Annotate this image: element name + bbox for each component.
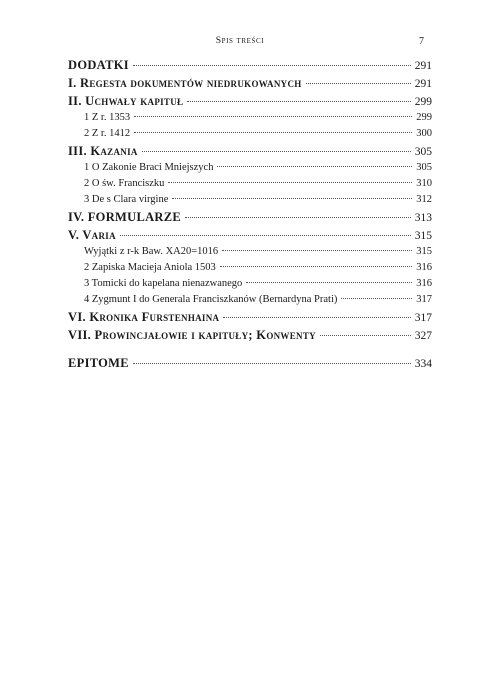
toc-entry (68, 178, 432, 194)
dot-leader (168, 182, 412, 183)
dot-leader (185, 217, 411, 218)
toc-entry (68, 228, 432, 246)
toc-entry-title: 2 O św. Franciszku (84, 178, 165, 189)
dot-leader (341, 298, 412, 299)
dot-leader (246, 282, 412, 283)
toc-entry-title: 4 Zygmunt I do Generala Franciszkanów (Bernardyna Prati) (84, 294, 338, 305)
toc-entry-title: V. Varia (68, 228, 116, 242)
running-title: Spis treści (215, 36, 265, 46)
toc-page-number: 327 (414, 330, 432, 342)
toc-page-number: 317 (416, 294, 432, 305)
toc-entry-title: III. Kazania (68, 144, 138, 158)
toc-page-number: 310 (416, 178, 432, 189)
toc-page-number: 313 (414, 212, 432, 224)
toc-page-number: 299 (414, 96, 432, 108)
toc-entry (68, 210, 432, 228)
toc-entry-title: II. Uchwały kapituł (68, 94, 184, 108)
toc-entry-title: 1 O Zakonie Braci Mniejszych (84, 162, 214, 173)
table-of-contents (68, 58, 432, 374)
toc-entry (68, 194, 432, 210)
toc-page-number: 315 (416, 246, 432, 257)
dot-leader (217, 166, 412, 167)
toc-entry-title: 1 Z r. 1353 (84, 112, 131, 123)
toc-entry (68, 162, 432, 178)
toc-entry-title: DODATKI (68, 58, 129, 72)
toc-page-number: 317 (414, 312, 432, 324)
toc-entry (68, 356, 432, 374)
toc-entry (68, 112, 432, 128)
toc-page-number: 300 (416, 128, 432, 139)
dot-leader (306, 83, 411, 84)
toc-page-number: 299 (416, 112, 432, 123)
toc-entry-title: 3 De s Clara virgine (84, 194, 169, 205)
toc-entry-title: 3 Tomicki do kapelana nienazwanego (84, 278, 243, 289)
dot-leader (142, 151, 411, 152)
page-header (0, 36, 480, 50)
toc-entry (68, 246, 432, 262)
dot-leader (223, 317, 410, 318)
toc-entry (68, 278, 432, 294)
toc-page-number: 305 (414, 146, 432, 158)
toc-page-number: 305 (416, 162, 432, 173)
toc-page-number: 291 (414, 60, 432, 72)
toc-page-number: 291 (414, 78, 432, 90)
toc-entry-title: 2 Zapiska Macieja Aniola 1503 (84, 262, 216, 273)
toc-page-number: 316 (416, 278, 432, 289)
dot-leader (133, 65, 411, 66)
toc-entry (68, 128, 432, 144)
toc-entry (68, 144, 432, 162)
toc-entry (68, 310, 432, 328)
toc-entry-title: IV. FORMULARZE (68, 210, 182, 224)
toc-page-number: 334 (414, 358, 432, 370)
toc-entry-title: Wyjątki z r-k Baw. XA20=1016 (84, 246, 219, 257)
dot-leader (120, 235, 411, 236)
dot-leader (172, 198, 412, 199)
page-number: 7 (419, 36, 424, 47)
toc-page-number: 312 (416, 194, 432, 205)
dot-leader (134, 116, 412, 117)
toc-entry (68, 328, 432, 346)
toc-entry-title: I. Regesta dokumentów niedrukowanych (68, 76, 302, 90)
toc-entry-title: 2 Z r. 1412 (84, 128, 131, 139)
toc-entry-title: EPITOME (68, 356, 129, 370)
toc-page-number: 316 (416, 262, 432, 273)
dot-leader (220, 266, 412, 267)
toc-entry (68, 94, 432, 112)
toc-entry (68, 76, 432, 94)
toc-page-number: 315 (414, 230, 432, 242)
toc-entry (68, 58, 432, 76)
dot-leader (222, 250, 412, 251)
dot-leader (134, 132, 412, 133)
toc-entry (68, 294, 432, 310)
dot-leader (133, 363, 411, 364)
toc-entry (68, 262, 432, 278)
dot-leader (187, 101, 410, 102)
toc-entry-title: VII. Prowincjałowie i kapituły; Konwenty (68, 328, 316, 342)
dot-leader (320, 335, 411, 336)
toc-entry-title: VI. Kronika Furstenhaina (68, 310, 220, 324)
